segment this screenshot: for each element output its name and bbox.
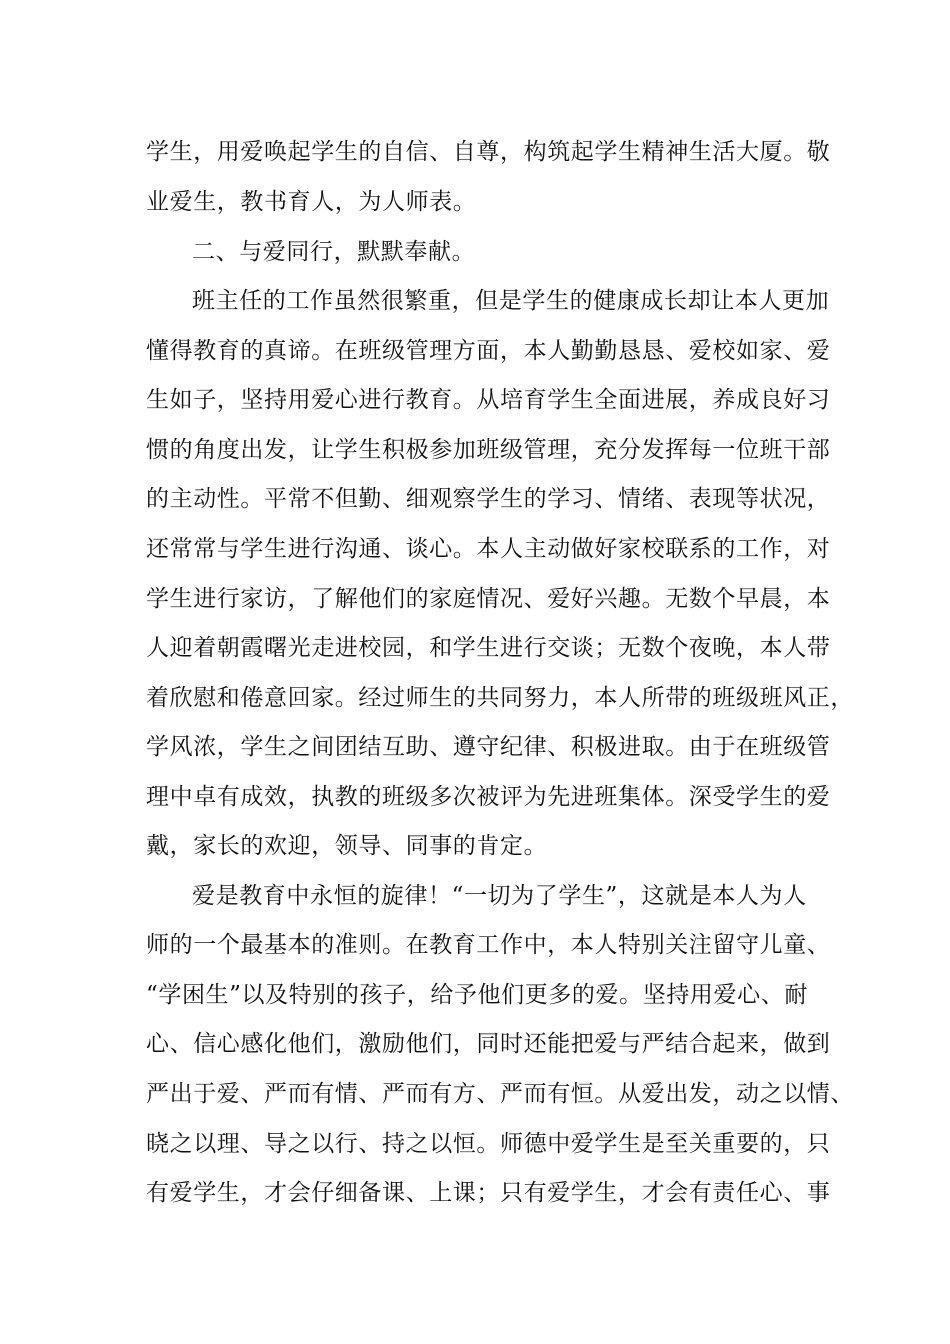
text-line: 爱是教育中永恒的旋律！“一切为了学生”，这就是本人为人: [192, 883, 807, 909]
text-line: 还常常与学生进行沟通、谈心。本人主动做好家校联系的工作，对: [146, 536, 831, 562]
text-line: 理中卓有成效，执教的班级多次被评为先进班集体。深受学生的爱: [146, 784, 831, 810]
text-line: 严出于爱、严而有情、严而有方、严而有恒。从爱出发，动之以情、: [146, 1081, 854, 1107]
text-line: 晓之以理、导之以行、持之以恒。师德中爱学生是至关重要的，只: [146, 1131, 831, 1157]
text-line: 戴，家长的欢迎，领导、同事的肯定。: [146, 833, 548, 859]
text-line: 师的一个最基本的准则。在教育工作中，本人特别关注留守儿童、: [146, 932, 831, 958]
text-line: 有爱学生，才会仔细备课、上课；只有爱学生，才会有责任心、事: [146, 1180, 831, 1206]
text-line: “学困生”以及特别的孩子，给予他们更多的爱。坚持用爱心、耐: [146, 982, 808, 1008]
text-line: 着欣慰和倦意回家。经过师生的共同努力，本人所带的班级班风正，: [146, 685, 854, 711]
text-line: 生如子，坚持用爱心进行教育。从培育学生全面进展，养成良好习: [146, 387, 831, 413]
text-line: 心、信心感化他们，激励他们，同时还能把爱与严结合起来，做到: [146, 1031, 831, 1057]
section-heading: 二、与爱同行，默默奉献。: [192, 239, 476, 265]
text-line: 学生进行家访，了解他们的家庭情况、爱好兴趣。无数个早晨，本: [146, 586, 831, 612]
text-line: 惯的角度出发，让学生积极参加班级管理，充分发挥每一位班干部: [146, 437, 831, 463]
text-line: 学风浓，学生之间团结互助、遵守纪律、积极进取。由于在班级管: [146, 734, 831, 760]
text-line: 学生，用爱唤起学生的自信、自尊，构筑起学生精神生活大厦。敬: [146, 139, 831, 165]
text-line: 班主任的工作虽然很繁重，但是学生的健康成长却让本人更加: [192, 288, 830, 314]
text-line: 业爱生，教书育人，为人师表。: [146, 189, 477, 215]
text-line: 的主动性。平常不但勤、细观察学生的学习、情绪、表现等状况，: [146, 486, 831, 512]
text-line: 人迎着朝霞曙光走进校园，和学生进行交谈；无数个夜晚，本人带: [146, 635, 831, 661]
text-line: 懂得教育的真谛。在班级管理方面，本人勤勤恳恳、爱校如家、爱: [146, 338, 831, 364]
